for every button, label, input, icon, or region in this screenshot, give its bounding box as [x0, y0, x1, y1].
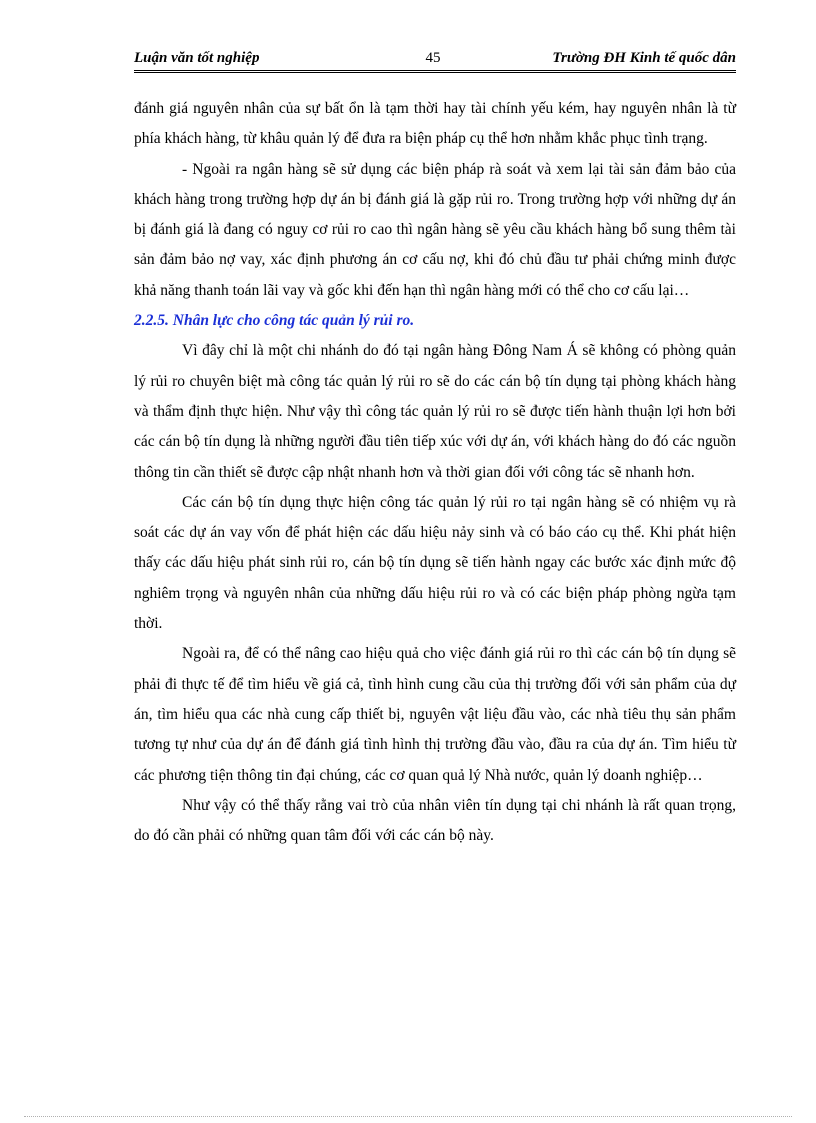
paragraph-6: Như vậy có thể thấy rằng vai trò của nhân viên tín dụng tại chi nhánh là rất quan trọng, do đó cần phải có những quan tâm đối với các cán bộ này. — [134, 796, 736, 845]
header-thesis-title: Luận văn tốt nghiệp — [134, 50, 260, 66]
paragraph-3: Vì đây chỉ là một chi nhánh do đó tại ngân hàng Đông Nam Á sẽ không có phòng quản lý rủi ro chuyên biệt mà công tác quản lý rủi ro sẽ do các cán bộ tín dụng tại phòng khách hàng và thẩm định thực hiện. Như vậy thì công tác quản lý rủi ro sẽ được tiến hành thuận lợi hơn bởi các cán bộ tín dụng là những người đầu tiên tiếp xúc với dự án, với khách hàng do đó các nguồn thông tin cần thiết sẽ được cập nhật nhanh hơn và thời gian đối với công tác sẽ nhanh hơn. — [134, 342, 736, 481]
page-header — [134, 48, 736, 73]
section-heading: 2.2.5. Nhân lực cho công tác quản lý rủi ro. — [134, 312, 415, 330]
page-bottom-divider — [24, 1116, 792, 1117]
paragraph-1: đánh giá nguyên nhân của sự bất ổn là tạm thời hay tài chính yếu kém, hay nguyên nhân là từ phía khách hàng, từ khâu quản lý để đưa ra biện pháp cụ thể hơn nhằm khắc phục tình trạng. — [134, 100, 736, 148]
page-number: 45 — [425, 50, 441, 66]
paragraph-5: Ngoài ra, để có thể nâng cao hiệu quả cho việc đánh giá rủi ro thì các cán bộ tín dụng sẽ phải đi thực tế để tìm hiểu về giá cả, tình hình cung cầu của thị trường đối với sản phẩm của dự án, tìm hiểu qua các nhà cung cấp thiết bị, nguyên vật liệu đầu vào, các nhà tiêu thụ sản phẩm tương tự như của dự án để đánh giá tình hình thị trường đầu vào, đầu ra của dự án. Tìm hiểu từ các phương tiện thông tin đại chúng, các cơ quan quả lý Nhà nước, quản lý doanh nghiệp… — [134, 645, 736, 784]
document-body — [134, 94, 736, 851]
paragraph-2: - Ngoài ra ngân hàng sẽ sử dụng các biện pháp rà soát và xem lại tài sản đảm bảo của khách hàng trong trường hợp dự án bị đánh giá là gặp rủi ro. Trong trường hợp với những dự án bị đánh giá là đang có nguy cơ rủi ro cao thì ngân hàng sẽ yêu cầu khách hàng bổ sung thêm tài sản đảm bảo nợ vay, xác định phương án cơ cấu nợ, khi đó chủ đầu tư phải chứng minh được khả năng thanh toán lãi vay và gốc khi đến hạn thì ngân hàng mới có thể cho cơ cấu lại… — [134, 160, 736, 299]
paragraph-4: Các cán bộ tín dụng thực hiện công tác quản lý rủi ro tại ngân hàng sẽ có nhiệm vụ rà soát các dự án vay vốn để phát hiện các dấu hiệu nảy sinh và có báo cáo cụ thể. Khi phát hiện thấy các dấu hiệu phát sinh rủi ro, cán bộ tín dụng sẽ tiến hành ngay các bước xác định mức độ nghiêm trọng và nguyên nhân của những dấu hiệu rủi ro và có các biện pháp phòng ngừa tạm thời. — [134, 493, 736, 633]
header-university: Trường ĐH Kinh tế quốc dân — [552, 50, 736, 66]
